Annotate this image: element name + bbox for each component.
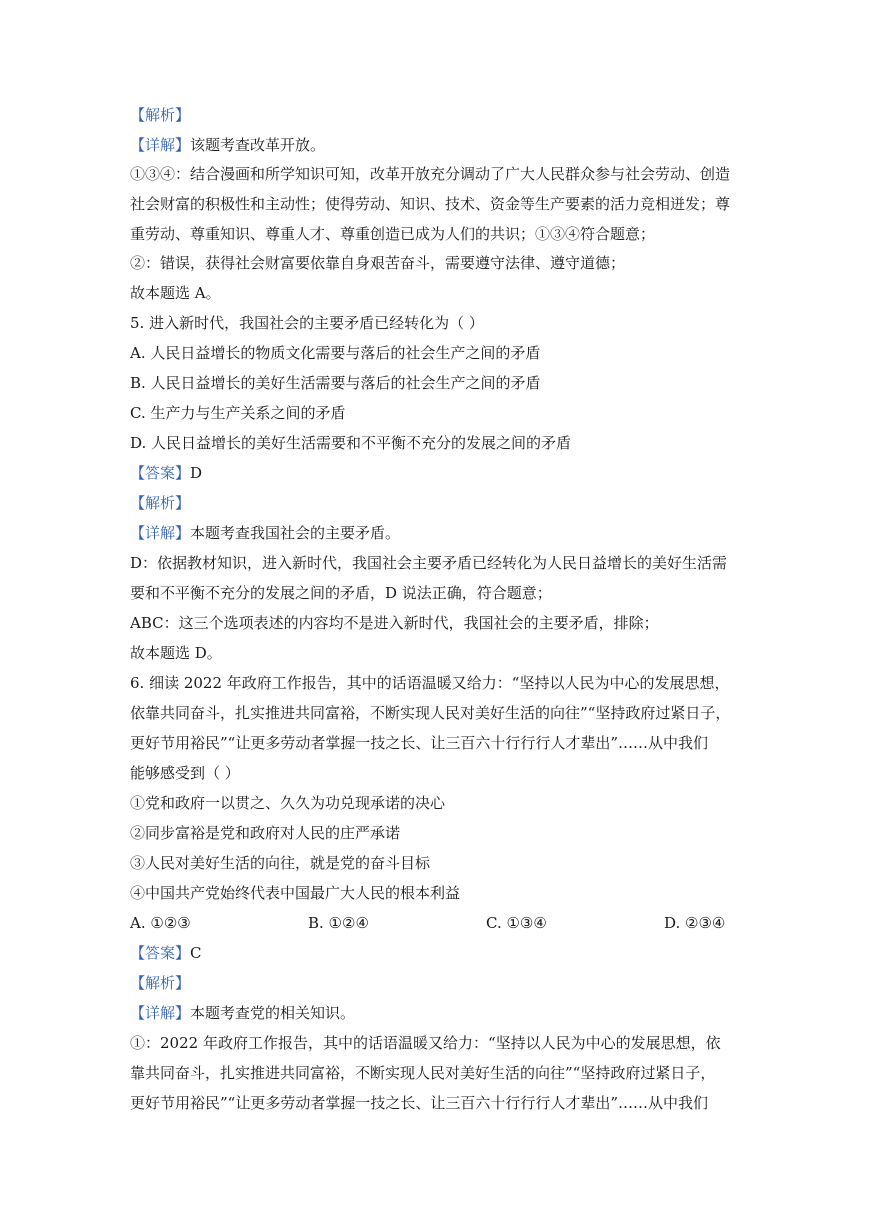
question-6-statement-3: ③人民对美好生活的向往，就是党的奋斗目标 [130,854,431,872]
question-6-statement-2: ②同步富裕是党和政府对人民的庄严承诺 [130,824,401,842]
question-6-stem: 能够感受到（ ） [130,764,240,782]
answer-line [130,463,742,485]
detail-line [130,1003,742,1025]
paragraph-line: 重劳动、尊重知识、尊重人才、尊重创造已成为人们的共识；①③④符合题意； [130,225,656,243]
paragraph-line: ①③④：结合漫画和所学知识可知，改革开放充分调动了广大人民群众参与社会劳动、创造 [130,165,731,183]
analysis-heading: 【解析】 [130,974,191,992]
detail-text: 该题考查改革开放。 [190,136,326,154]
detail-tag: 【详解】 [130,524,191,542]
paragraph-line: ABC：这三个选项表述的内容均不是进入新时代，我国社会的主要矛盾，排除； [130,614,659,632]
question-6-stem: 依靠共同奋斗，扎实推进共同富裕，不断实现人民对美好生活的向往”“坚持政府过紧日子， [130,704,731,722]
question-6-statement-4: ④中国共产党始终代表中国最广大人民的根本利益 [130,884,461,902]
detail-text: 本题考查我国社会的主要矛盾。 [190,524,401,542]
paragraph-line: 故本题选 A。 [130,284,221,302]
question-6-statement-1: ①党和政府一以贯之、久久为功兑现承诺的决心 [130,794,446,812]
paragraph-line: ②：错误，获得社会财富要依靠自身艰苦奋斗，需要遵守法律、遵守道德； [130,254,626,272]
answer-tag: 【答案】 [130,464,191,482]
detail-tag: 【详解】 [130,1004,191,1022]
choice-b: B. ①②④ [308,914,369,932]
analysis-heading: 【解析】 [130,106,191,124]
answer-tag: 【答案】 [130,944,191,962]
paragraph-line: 故本题选 D。 [130,644,222,662]
answer-value: C [190,944,202,962]
choice-a: A. ①②③ [130,914,191,932]
answer-line [130,943,742,965]
detail-line [130,135,742,157]
choice-d: D. ②③④ [664,914,726,932]
question-6-choices [130,913,742,935]
detail-text: 本题考查党的相关知识。 [190,1004,356,1022]
answer-value: D [190,464,203,482]
question-5-option-a: A. 人民日益增长的物质文化需要与落后的社会生产之间的矛盾 [130,344,541,362]
paragraph-line: 更好节用裕民”“让更多劳动者掌握一技之长、让三百六十行行行人才辈出”……从中我们 [130,1094,709,1112]
paragraph-line: ①：2022 年政府工作报告，其中的话语温暖又给力：“坚持以人民为中心的发展思想，依 [130,1034,721,1052]
question-5-stem: 5. 进入新时代，我国社会的主要矛盾已经转化为（ ） [130,314,484,332]
question-5-option-c: C. 生产力与生产关系之间的矛盾 [130,404,346,422]
question-6-stem: 6. 细读 2022 年政府工作报告，其中的话语温暖又给力：“坚持以人民为中心的发展思想， [130,674,730,692]
choice-c: C. ①③④ [486,914,547,932]
question-5-option-d: D. 人民日益增长的美好生活需要和不平衡不充分的发展之间的矛盾 [130,434,572,452]
paragraph-line: 靠共同奋斗，扎实推进共同富裕，不断实现人民对美好生活的向往”“坚持政府过紧日子， [130,1064,716,1082]
detail-tag: 【详解】 [130,136,191,154]
paragraph-line: 社会财富的积极性和主动性；使得劳动、知识、技术、资金等生产要素的活力竞相迸发；尊 [130,195,731,213]
paragraph-line: D：依据教材知识，进入新时代，我国社会主要矛盾已经转化为人民日益增长的美好生活需 [130,554,728,572]
question-5-option-b: B. 人民日益增长的美好生活需要与落后的社会生产之间的矛盾 [130,374,541,392]
analysis-heading: 【解析】 [130,494,191,512]
question-6-stem: 更好节用裕民”“让更多劳动者掌握一技之长、让三百六十行行行人才辈出”……从中我们 [130,734,709,752]
paragraph-line: 要和不平衡不充分的发展之间的矛盾，D 说法正确，符合题意； [130,584,552,602]
detail-line [130,523,742,545]
